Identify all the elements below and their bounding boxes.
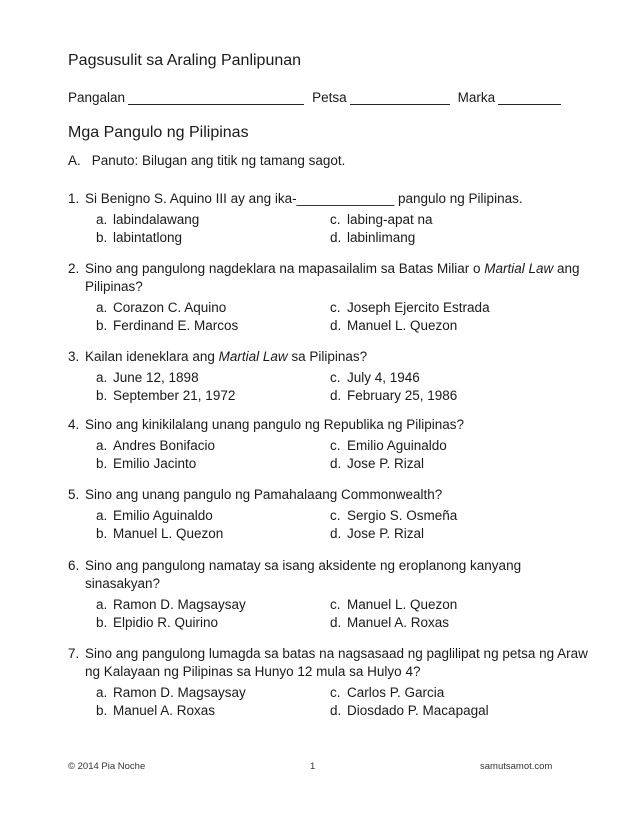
option-d: d. Jose P. Rizal xyxy=(330,526,425,541)
option-d: d. Manuel A. Roxas xyxy=(330,615,450,630)
question-7 xyxy=(68,645,588,720)
footer-page-number: 1 xyxy=(310,761,316,772)
option-d: d. Jose P. Rizal xyxy=(330,456,425,471)
question-number: 4. xyxy=(68,417,80,432)
option-c: c. Carlos P. Garcia xyxy=(330,685,445,700)
option-a: a. Emilio Aguinaldo xyxy=(96,508,213,523)
option-c: c. Manuel L. Quezon xyxy=(330,597,458,612)
option-b: b. Ferdinand E. Marcos xyxy=(96,318,239,333)
option-b: b. Elpidio R. Quirino xyxy=(96,615,219,630)
student-info-line xyxy=(68,90,578,105)
instruction xyxy=(68,153,345,168)
question-text: Sino ang pangulong nagdeklara na mapasailalim sa Batas Miliar o Martial Law ang Pilipinas? xyxy=(85,261,580,294)
question-6 xyxy=(68,557,588,632)
name-label: Pangalan xyxy=(68,90,126,105)
option-c: c. Sergio S. Osmeña xyxy=(330,508,458,523)
question-text: Sino ang pangulong lumagda sa batas na nagsasaad ng paglilipat ng petsa ng Araw ng Kalayaan ng Pilipinas sa Hunyo 12 mula sa Hulyo 4? xyxy=(85,646,588,679)
option-c: c. July 4, 1946 xyxy=(330,370,420,385)
score-label: Marka xyxy=(457,90,496,105)
option-a: a. Ramon D. Magsaysay xyxy=(96,685,246,700)
option-d: d. labinlimang xyxy=(330,230,416,245)
instruction-letter: A. xyxy=(68,153,81,168)
question-number: 1. xyxy=(68,191,80,206)
answer-options xyxy=(68,299,588,335)
question-text: Sino ang kinikilalang unang pangulo ng Republika ng Pilipinas? xyxy=(85,417,465,432)
answer-options xyxy=(68,211,588,247)
question-number: 5. xyxy=(68,487,80,502)
option-d: d. February 25, 1986 xyxy=(330,388,458,403)
option-c: c. Emilio Aguinaldo xyxy=(330,438,447,453)
answer-options xyxy=(68,684,588,720)
question-text: Si Benigno S. Aquino III ay ang ika-_____________ pangulo ng Pilipinas. xyxy=(85,191,523,206)
question-text: Kailan ideneklara ang Martial Law sa Pilipinas? xyxy=(85,349,368,364)
option-a: a. Corazon C. Aquino xyxy=(96,300,227,315)
option-b: b. Manuel L. Quezon xyxy=(96,526,224,541)
date-label: Petsa xyxy=(312,90,347,105)
question-3 xyxy=(68,348,588,405)
option-b: b. September 21, 1972 xyxy=(96,388,236,403)
answer-options xyxy=(68,596,588,632)
option-b: b. Emilio Jacinto xyxy=(96,456,197,471)
name-blank xyxy=(128,92,304,105)
option-c: c. Joseph Ejercito Estrada xyxy=(330,300,490,315)
question-1 xyxy=(68,190,588,247)
option-d: d. Manuel L. Quezon xyxy=(330,318,458,333)
option-a: a. Ramon D. Magsaysay xyxy=(96,597,246,612)
question-number: 6. xyxy=(68,558,80,573)
score-blank xyxy=(498,92,561,105)
option-b: b. labintatlong xyxy=(96,230,183,245)
option-b: b. Manuel A. Roxas xyxy=(96,703,216,718)
option-a: a. Andres Bonifacio xyxy=(96,438,216,453)
instruction-text: Panuto: Bilugan ang titik ng tamang sagot. xyxy=(91,153,346,168)
question-2 xyxy=(68,260,588,335)
footer-copyright: © 2014 Pia Noche xyxy=(68,761,146,772)
option-a: a. June 12, 1898 xyxy=(96,370,199,385)
question-number: 2. xyxy=(68,261,80,276)
answer-options xyxy=(68,507,588,543)
answer-options xyxy=(68,369,588,405)
question-5 xyxy=(68,486,588,543)
worksheet-title: Pagsusulit sa Araling Panlipunan xyxy=(68,52,302,69)
section-title: Mga Pangulo ng Pilipinas xyxy=(68,124,249,141)
question-number: 7. xyxy=(68,646,80,661)
option-a: a. labindalawang xyxy=(96,212,200,227)
answer-options xyxy=(68,437,588,473)
question-number: 3. xyxy=(68,349,80,364)
question-text: Sino ang pangulong namatay sa isang aksidente ng eroplanong kanyang sinasakyan? xyxy=(85,558,522,591)
question-4 xyxy=(68,416,588,473)
footer-site: samutsamot.com xyxy=(480,761,553,772)
option-c: c. labing-apat na xyxy=(330,212,433,227)
date-blank xyxy=(350,92,450,105)
question-text: Sino ang unang pangulo ng Pamahalaang Commonwealth? xyxy=(85,487,443,502)
option-d: d. Diosdado P. Macapagal xyxy=(330,703,489,718)
